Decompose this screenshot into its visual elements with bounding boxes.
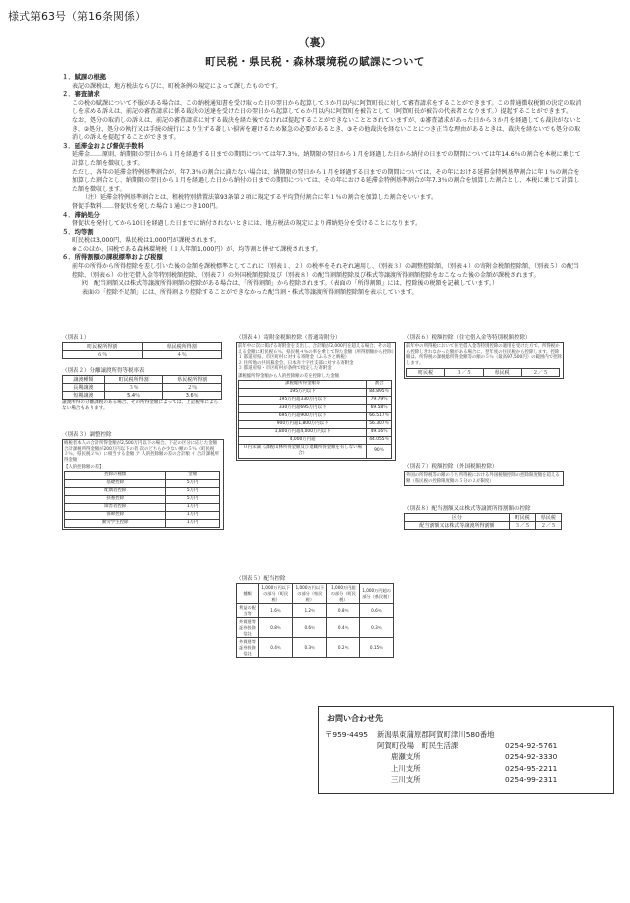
section-paragraph: なお、処分の取消しの訴えは、前記の審査請求に対する裁決を経た後でなければ提起することができないこととされていますが、①審査請求があった日から３か月を経過しても裁決がないとき、②処分、処分の執行又は手続の続行により生ずる著しい損害を避けるため緊急の必要があるとき、③その他裁決を経ないことにつき正当な理由があるときは、裁決を経ないでも処分の取消しの訴えを提起することができます。 <box>72 116 582 142</box>
table4-special-caption: 課税総所得金額から人的控除額の差を控除した金額 <box>238 373 339 379</box>
table-header: 県民税所得割 <box>142 343 222 351</box>
table3-frame <box>62 439 224 530</box>
table-cell: 90％ <box>367 444 392 458</box>
table-header: 区分 <box>405 514 510 522</box>
table6 <box>406 368 560 377</box>
table-row <box>63 392 222 400</box>
table-row <box>237 638 394 658</box>
table5-block <box>236 576 396 658</box>
table-cell: ３％ <box>104 384 163 392</box>
section-late-fees <box>62 143 582 212</box>
table4-frame <box>236 342 396 461</box>
table-cell: 4,000万円超 <box>239 436 367 444</box>
table-cell: 外貨建等証券投資信託 <box>237 638 259 658</box>
contact-box <box>318 706 614 794</box>
table4-caption: （別表４）寄附金税額控除（普通寄附分） <box>236 335 341 341</box>
section-heading: ３．延滞金および督促手数料 <box>62 142 144 150</box>
table-header: 町民税所得割 <box>63 343 143 351</box>
section-paragraph: 町民税は3,000円、県民税は1,000円が課税されます。 <box>72 237 220 245</box>
table-cell: 1,800万円超4,000万円以下 <box>239 428 367 436</box>
table-cell: ３／５ <box>509 522 535 530</box>
table4-item: １ 都道府県、市区町村に対する寄附金（ふるさと納税） <box>238 355 350 361</box>
table4-item: ２ 住所地の共同募金会、日本赤十字社支部に対する寄附金 <box>238 360 354 366</box>
table-cell: 84.895％ <box>367 388 392 396</box>
form-number: 様式第63号（第16条関係） <box>8 10 146 23</box>
table-header: 金額 <box>166 471 220 479</box>
table-cell: 3.6％ <box>163 392 222 400</box>
section-paragraph: ただし、各年の延滞金特例基準割合が、年7.3％の割合に満たない場合は、納期限の翌日から１月を経過する日までの期間については、その年における延滞金特例基準割合に年１％の割合を加算した割合とし、納期限の翌日から１月を経過した日から納付の日までの期間については、その年における延滞金特例基準割合が年7.3％の割合を加算した割合とし、本税に乗じて計算した額を徴収します。 <box>72 168 580 193</box>
table-cell: 5万円 <box>166 479 220 487</box>
table-row <box>237 604 394 618</box>
table-row <box>65 495 220 503</box>
table-cell: 695万円超900万円以下 <box>239 412 367 420</box>
contact-line <box>325 763 613 774</box>
table-cell: ３／５ <box>445 369 483 377</box>
section-heading: ６．所得割額の課税標準および税額 <box>62 254 163 262</box>
table-cell: 49.16％ <box>367 428 392 436</box>
table4-text: 前年中に次に掲げる寄附金を支出し、合計額が2,000円を超える場合、その超える金額に町民税６％、県民税４％の率を乗じて得た金額（所得割額から控除） <box>238 344 397 355</box>
table-row <box>65 503 220 511</box>
table6-caption: （別表６）税額控除（住宅借入金等特別税額控除） <box>404 335 531 341</box>
table3-subcaption: 【人的控除額の差】 <box>64 465 104 471</box>
table-cell: 5万円 <box>166 495 220 503</box>
section-paragraph: 表記の課税は、地方税法ならびに、町税条例の規定によって課したものです。 <box>72 82 282 90</box>
section-paragraph: 督促手数料……督促状を発した場合１通につき100円。 <box>72 202 222 210</box>
table-cell: 0.4％ <box>327 618 360 638</box>
table-header: 課税総所得金額等 <box>239 380 367 388</box>
table-row <box>239 396 392 404</box>
table7-frame <box>404 471 564 486</box>
section-basis <box>62 74 582 91</box>
contact-heading: お問い合わせ先 <box>327 714 383 723</box>
table-cell: 外貨建等証券投資信託 <box>237 618 259 638</box>
table4-block <box>236 335 396 461</box>
table-cell: 330万円超695万円以下 <box>239 404 367 412</box>
section-income-levy <box>62 254 582 297</box>
section-heading: ５．均等割 <box>62 228 94 236</box>
table-cell: 5万円 <box>166 487 220 495</box>
section-per-capita <box>62 229 582 255</box>
table-header: 県民税 <box>535 514 561 522</box>
table-cell: 0.6％ <box>293 618 327 638</box>
table6-text: 前年中の所得税において住宅借入金等特別控除の適用を受けた方で、所得税から控除しきれなかった額がある場合に、翌年度の住民税から控除します。控除額は、所得税の課税総所得金額等の額の５％（最高97,500円）の範囲内で控除します。 <box>406 344 562 366</box>
contact-spacer <box>325 774 377 785</box>
table8 <box>404 513 562 530</box>
table-cell: ２％ <box>163 384 222 392</box>
table-cell: ６％ <box>63 351 143 359</box>
table-cell: 5.4％ <box>104 392 163 400</box>
table1-block <box>62 335 227 359</box>
table-row <box>63 384 222 392</box>
table1 <box>62 342 222 359</box>
explanation-body <box>62 74 582 297</box>
contact-spacer <box>325 740 377 751</box>
table-cell: ２／５ <box>521 369 559 377</box>
table-header: 譲渡種類 <box>63 376 105 384</box>
contact-line <box>325 729 613 740</box>
table-row <box>239 404 392 412</box>
table6-frame <box>404 342 564 379</box>
table-header: 1,000万円超の部分（町民税） <box>327 584 360 604</box>
table-cell: 69.58％ <box>367 404 392 412</box>
table-cell: ０円未満（課税山林所得金額及び退職所得金額を有しない場合） <box>239 444 367 458</box>
page-title: 町民税・県民税・森林環境税の賦課について <box>205 56 425 68</box>
table7-text: 外国の所得税等の額のうち所得税における外国税額控除の控除限度額を超える額（県民税の控除限度額の５分の２が限度） <box>406 473 560 484</box>
table-header: 割合 <box>367 380 392 388</box>
table1-caption: （別表１） <box>62 335 90 341</box>
table-row <box>65 519 220 527</box>
table-header: 県民税所得割 <box>163 376 222 384</box>
table7-block <box>404 464 564 486</box>
contact-zip: 〒959-4495 <box>325 730 368 739</box>
section-heading: ２．審査請求 <box>62 91 100 99</box>
table-header: 1,000万円超の部分（県民税） <box>360 584 394 604</box>
section-delinquency <box>62 212 582 229</box>
table-header: 町民税 <box>407 369 445 377</box>
table-cell: 利益の配当等 <box>237 604 259 618</box>
table-row <box>65 487 220 495</box>
table-row <box>237 618 394 638</box>
table-cell: 勤労学生控除 <box>65 519 166 527</box>
table5 <box>236 583 394 658</box>
contact-office: 上川支所 <box>391 763 421 773</box>
section-paragraph: 表面の「控除不足額」には、所得割より控除することができなかった配当割・株式等譲渡所得割額控除額を表示しています。 <box>82 288 418 296</box>
table2-note: 譲渡所得の分離課税のある場合、その所得金額によっては、上記税率によらない場合もあります。 <box>62 400 219 411</box>
table-row <box>65 511 220 519</box>
table6-block <box>404 335 564 379</box>
table-cell: 配偶者控除 <box>65 487 166 495</box>
table-cell: 0.6％ <box>360 604 394 618</box>
table-cell: 基礎控除 <box>65 479 166 487</box>
table-cell: 0.3％ <box>360 618 394 638</box>
table-row <box>65 479 220 487</box>
contact-office: 鹿瀬支所 <box>391 752 421 762</box>
section-note: （注）延滞金特例基準割合とは、租税特別措置法第93条第２項に規定する平均貸付割合に年１％の割合を加算した割合をいいます。 <box>82 194 438 202</box>
section-heading: ４．滞納処分 <box>62 211 100 219</box>
table5-caption: （別表５）配当控除 <box>236 576 286 582</box>
table-header: 県民税 <box>483 369 521 377</box>
table-row <box>239 420 392 428</box>
table3-block <box>62 432 227 530</box>
section-note: ㈹ 配当割額又は株式等譲渡所得割額の控除がある場合は、「所得割額」から控除されます。（表面の「所得割額」には、控除後の税額を記載しています。） <box>82 280 499 288</box>
table-cell: 195万円以下 <box>239 388 367 396</box>
contact-line <box>325 774 613 785</box>
table8-caption: （別表８）配当割額又は株式等譲渡所得割額の控除 <box>404 506 531 512</box>
table-cell: 長期譲渡 <box>63 384 105 392</box>
contact-phone: 0254-95-2211 <box>505 763 558 773</box>
table2-block <box>62 368 227 412</box>
table3 <box>64 471 220 528</box>
table-header: 1,000万円以下の部分（町民税） <box>259 584 293 604</box>
table-cell: 短期譲渡 <box>63 392 105 400</box>
table-row <box>239 388 392 396</box>
contact-line <box>325 740 613 751</box>
table-cell: 1.2％ <box>293 604 327 618</box>
table4-special <box>238 380 392 459</box>
table-cell: 配当割額又は株式等譲渡所得割額 <box>405 522 510 530</box>
table-header: 種類 <box>237 584 259 604</box>
contact-spacer <box>325 763 377 774</box>
table-cell: 44.055％ <box>367 436 392 444</box>
section-paragraph: 前年の所得から所得控除を差し引いた後の金額を課税標準としてこれに（別表１、２）の税率をそれぞれ適用し、（別表３）の調整控除額、（別表４）の寄附金税額控除額、（別表５）の配当控除、（別表６）の住宅借入金等特別税額控除、（別表７）の外国税額控除及び（別表８）の配当割額控除及び株式等譲渡所得割額控除をおこなった後の金額が課税されます。 <box>72 263 580 279</box>
table3-caption: （別表３）調整控除 <box>62 432 112 438</box>
section-heading: １．賦課の根拠 <box>62 74 107 81</box>
section-paragraph: 延滞金……原則、納期限の翌日から１月を経過する日までの期間については年7.3％、納期限の翌日から１月を経過した日から納付の日までの期間については年14.6％の割合を本税に乗じて計算した額を徴収します。 <box>72 151 581 167</box>
table-cell: ２／５ <box>535 522 561 530</box>
table-cell: 1万円 <box>166 511 220 519</box>
page-side-label: （裏） <box>298 36 332 49</box>
section-paragraph: ※このほか、国税である森林環境税（１人年額1,000円）が、均等割と併せて課税されます。 <box>72 245 322 253</box>
table2 <box>62 375 222 400</box>
table3-text: 納税者本人の合計所得金額が2,500万円以下の場合、下記の区分に応じた金額 合計課税所得金額が200万円以下の者 次のどちらか少ない額の５％（町民税３％、県民税２％）に相当する金額 ア 人的控除額の差の合計額 イ 合計課税所得金額 <box>64 441 219 463</box>
table-cell: 寡婦控除 <box>65 511 166 519</box>
table-header: 控除の種類 <box>65 471 166 479</box>
table-row <box>239 428 392 436</box>
contact-phone: 0254-92-3330 <box>505 752 558 762</box>
contact-phone: 0254-92-5761 <box>505 741 558 751</box>
table-cell: 0.8％ <box>259 618 293 638</box>
section-paragraph: この税の賦課について不服がある場合は、この納税通知書を受け取った日の翌日から起算して３か月以内に阿賀町長に対して審査請求をすることができます。この普通徴収税額の決定の取消しを求める訴えは、前記の審査請求に係る裁決の送達を受けた日の翌日から起算して６か月以内に阿賀町を被告として（阿賀町長が被告の代表者となります。）提起することができます。 <box>72 99 582 116</box>
contact-spacer <box>325 751 377 762</box>
table-cell: 66.517％ <box>367 412 392 420</box>
contact-office: 三川支所 <box>391 774 421 784</box>
table-header: 町民税 <box>509 514 535 522</box>
table-row <box>239 444 392 458</box>
table-header: 町民税所得割 <box>104 376 163 384</box>
table-cell: 扶養控除 <box>65 495 166 503</box>
table-header: 1,000万円以下の部分（県民税） <box>293 584 327 604</box>
table-cell: 79.79％ <box>367 396 392 404</box>
table-cell: 56.307％ <box>367 420 392 428</box>
contact-address: 新潟県東蒲原郡阿賀町津川580番地 <box>377 730 495 739</box>
table-cell: 0.4％ <box>259 638 293 658</box>
table-row <box>239 412 392 420</box>
table-cell: 0.15％ <box>360 638 394 658</box>
table-cell: 障害者控除 <box>65 503 166 511</box>
contact-lines <box>325 729 613 785</box>
table7-caption: （別表７）税額控除（外国税額控除） <box>404 464 498 470</box>
table4-item: ３ 都道府県・市区町村が条例で指定した寄附金 <box>238 366 332 372</box>
table-cell: 195万円超330万円以下 <box>239 396 367 404</box>
table-cell: 900万円超1,800万円以下 <box>239 420 367 428</box>
section-paragraph: 督促状を発付してから10日を経過した日までに納付されないときには、地方税法の規定により滞納処分を受けることになります。 <box>72 220 422 228</box>
table-cell: 1万円 <box>166 519 220 527</box>
section-appeal <box>62 91 582 143</box>
table-cell: 1.6％ <box>259 604 293 618</box>
table-cell: 0.2％ <box>327 638 360 658</box>
table2-caption: （別表２）分離譲渡所得等税率表 <box>62 368 145 374</box>
table-cell: 0.3％ <box>293 638 327 658</box>
table-row <box>239 436 392 444</box>
table-cell: ４％ <box>142 351 222 359</box>
table-row <box>405 522 562 530</box>
contact-phone: 0254-99-2311 <box>505 774 558 784</box>
contact-line <box>325 751 613 762</box>
table8-block <box>404 506 564 530</box>
table-cell: 1万円 <box>166 503 220 511</box>
contact-office: 阿賀町役場 町民生活課 <box>377 741 459 751</box>
table-cell: 0.8％ <box>327 604 360 618</box>
